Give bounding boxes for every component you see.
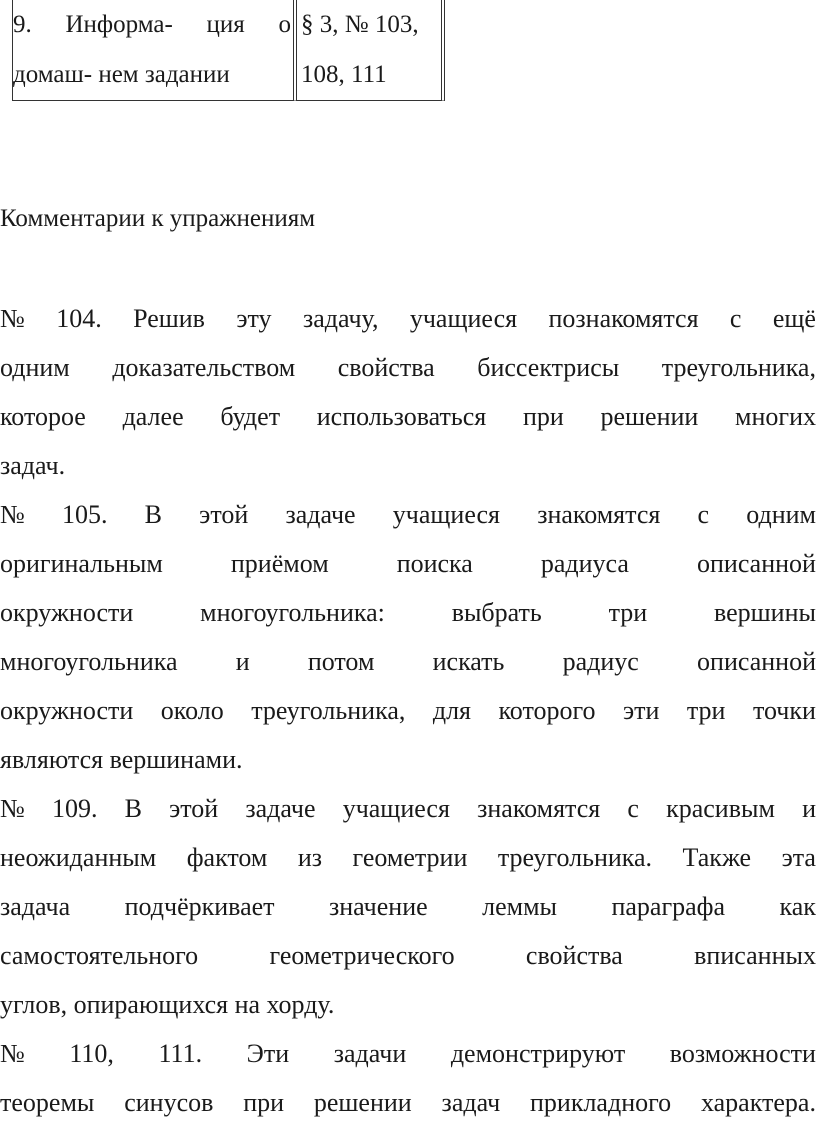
word: 104.: [56, 304, 102, 333]
word: №: [0, 500, 25, 529]
homework-line-2: 108, 111: [301, 61, 387, 88]
word: с: [729, 304, 742, 333]
section-heading: Комментарии к упражнениям: [0, 205, 316, 232]
word: теоремы: [0, 1088, 95, 1117]
table-cell-homework: [297, 0, 445, 101]
stage-word: о: [278, 11, 291, 38]
stage-line-1: [13, 0, 291, 50]
word: этой: [169, 794, 219, 823]
word: задач: [441, 1088, 501, 1117]
word: как: [779, 892, 816, 921]
word: около: [160, 696, 224, 725]
word: которое: [0, 402, 86, 431]
exercise-comments: [0, 294, 816, 1127]
word: 111.: [158, 1039, 203, 1068]
word: Эти: [246, 1039, 290, 1068]
word: познакомятся: [548, 304, 699, 333]
lesson-plan-table: [12, 0, 445, 101]
word: поиска: [396, 549, 473, 578]
word: треугольника.: [497, 843, 653, 872]
word: решении: [600, 402, 699, 431]
word: приёмом: [230, 549, 329, 578]
text-line: [0, 1078, 816, 1127]
word: учащиеся: [342, 794, 450, 823]
word: Также: [682, 843, 752, 872]
word: геометрии: [352, 843, 468, 872]
word: многоугольника:: [200, 598, 385, 627]
word: которого: [498, 696, 596, 725]
word: №: [0, 1039, 25, 1068]
word: треугольника,: [251, 696, 406, 725]
word: будет: [220, 402, 281, 431]
word: знакомятся: [477, 794, 601, 823]
word: характера.: [700, 1088, 816, 1117]
word: леммы: [482, 892, 558, 921]
comment-paragraph: [0, 1029, 816, 1127]
text-line: [0, 294, 816, 343]
word: красивым: [666, 794, 775, 823]
word: ещё: [772, 304, 816, 333]
word: подчёркивает: [124, 892, 275, 921]
word: вершины: [714, 598, 816, 627]
word: потом: [307, 647, 375, 676]
word: 105.: [61, 500, 108, 529]
word: В: [124, 794, 142, 823]
word: прикладного: [530, 1088, 672, 1117]
word: 110,: [69, 1039, 114, 1068]
text-line: [0, 833, 816, 882]
word: с: [627, 794, 639, 823]
text-line: [0, 392, 816, 441]
word: самостоятельного: [0, 941, 199, 970]
text-line-last: углов, опирающихся на хорду.: [0, 990, 335, 1019]
word: радиуса: [540, 549, 629, 578]
word: задаче: [245, 794, 316, 823]
text-line: [0, 490, 816, 539]
word: три: [608, 598, 648, 627]
word: три: [686, 696, 726, 725]
word: параграфа: [611, 892, 726, 921]
word: синусов: [124, 1088, 214, 1117]
comment-paragraph: [0, 294, 816, 490]
text-line: [0, 637, 816, 686]
word: свойства: [525, 941, 623, 970]
word: при: [243, 1088, 285, 1117]
text-line: [0, 588, 816, 637]
text-line: [0, 539, 816, 588]
text-line: [0, 882, 816, 931]
word: точки: [752, 696, 816, 725]
word: В: [144, 500, 162, 529]
word: окружности: [0, 598, 134, 627]
stage-word: 9.: [13, 11, 32, 38]
word: 109.: [51, 794, 98, 823]
word: искать: [432, 647, 505, 676]
word: №: [0, 794, 25, 823]
word: доказательством: [112, 353, 296, 382]
word: и: [235, 647, 250, 676]
word: задачи: [333, 1039, 407, 1068]
word: одним: [0, 353, 70, 382]
word: для: [432, 696, 472, 725]
homework-line-1: § 3, № 103,: [301, 11, 419, 38]
word: геометрического: [269, 941, 455, 970]
word: описанной: [697, 647, 816, 676]
word: решении: [313, 1088, 412, 1117]
word: значение: [329, 892, 428, 921]
table-row: [12, 0, 445, 101]
comment-paragraph: [0, 490, 816, 784]
word: треугольника,: [661, 353, 816, 382]
word: Решив: [133, 304, 205, 333]
word: многих: [735, 402, 816, 431]
word: использоваться: [316, 402, 487, 431]
text-line-last: являются вершинами.: [0, 745, 243, 774]
word: учащиеся: [409, 304, 518, 333]
word: этой: [199, 500, 249, 529]
word: радиус: [562, 647, 639, 676]
stage-word: Информа-: [65, 11, 173, 38]
word: неожиданным: [0, 843, 157, 872]
text-line: [0, 931, 816, 980]
word: биссектрисы: [477, 353, 620, 382]
word: знакомятся: [537, 500, 661, 529]
text-line: [0, 1029, 816, 1078]
word: фактом: [186, 843, 268, 872]
word: эта: [781, 843, 816, 872]
word: оригинальным: [0, 549, 163, 578]
comment-paragraph: [0, 784, 816, 1029]
word: одним: [746, 500, 816, 529]
word: при: [522, 402, 564, 431]
word: задача: [0, 892, 71, 921]
word: из: [297, 843, 323, 872]
word: далее: [122, 402, 184, 431]
word: эти: [622, 696, 660, 725]
word: с: [697, 500, 710, 529]
word: учащиеся: [392, 500, 501, 529]
word: свойства: [337, 353, 435, 382]
word: задачу,: [302, 304, 379, 333]
word: вписанных: [694, 941, 816, 970]
word: и: [802, 794, 816, 823]
text-line: [0, 784, 816, 833]
word: эту: [236, 304, 272, 333]
word: задаче: [285, 500, 356, 529]
word: окружности: [0, 696, 134, 725]
word: возможности: [669, 1039, 816, 1068]
word: выбрать: [451, 598, 542, 627]
text-line: [0, 343, 816, 392]
text-line-last: задач.: [0, 451, 66, 480]
stage-word: ция: [206, 11, 245, 38]
word: описанной: [697, 549, 816, 578]
word: многоугольника: [0, 647, 178, 676]
text-line: [0, 686, 816, 735]
table-cell-stage: [12, 0, 297, 101]
stage-line-2: домаш- нем задании: [13, 61, 230, 88]
word: №: [0, 304, 25, 333]
word: демонстрируют: [450, 1039, 626, 1068]
